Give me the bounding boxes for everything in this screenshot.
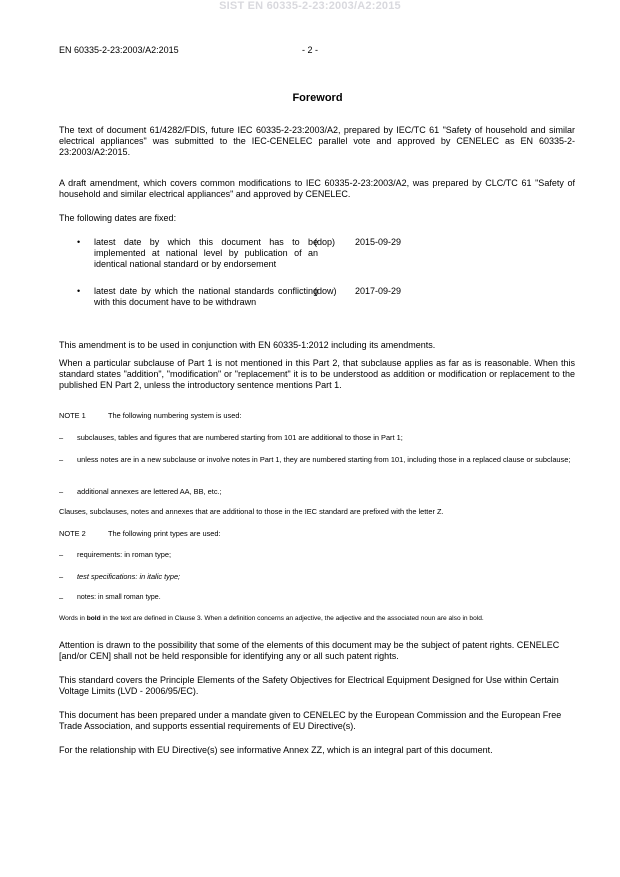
bold-word: bold <box>86 615 101 622</box>
paragraph-annex-zz: For the relationship with EU Directive(s) see informative Annex ZZ, which is an integral part of this document. <box>59 745 493 755</box>
paragraph-fdis: The text of document 61/4282/FDIS, future IEC 60335-2-23:2003/A2, prepared by IEC/TC 61 "Safety of household and similar electrical appliances" was submitted to the IEC-CENELEC parallel vote and approved by CENELEC as EN 60335-2-23:2003/A2:2015. <box>59 125 575 157</box>
list-item <box>59 433 575 443</box>
list-item-text: additional annexes are lettered AA, BB, etc.; <box>77 487 222 496</box>
dash-marker: – <box>59 487 64 496</box>
page-title: Foreword <box>292 92 343 104</box>
date-row-code: (dop) <box>314 237 336 247</box>
watermark: SIST EN 60335-2-23:2003/A2:2015 <box>219 0 401 12</box>
list-item <box>59 487 575 497</box>
paragraph-patent-rights: Attention is drawn to the possibility that some of the elements of this document may be the subject of patent rights. CENELEC [and/or CEN] shall not be held responsible for identifying any or all such patent rights. <box>59 640 560 661</box>
dash-marker: – <box>59 550 64 559</box>
list-item-text: subclauses, tables and figures that are numbered starting from 101 are additional to those in Part 1; <box>77 433 403 442</box>
bullet-icon: • <box>77 286 81 296</box>
list-item-text: unless notes are in a new subclause or involve notes in Part 1, they are numbered starting from 101, including those in a replaced clause or subclause; <box>77 455 571 464</box>
paragraph-bold-definitions: Words in bold in the text are defined in Clause 3. When a definition concerns an adjective, the adjective and the associated noun are also in bold. <box>59 615 484 622</box>
paragraph-conjunction: This amendment is to be used in conjunction with EN 60335-1:2012 including its amendments. <box>59 340 436 350</box>
list-item <box>59 572 575 582</box>
dash-marker: – <box>59 593 64 602</box>
date-row-value: 2017-09-29 <box>355 286 402 296</box>
paragraph-subclause-rules: When a particular subclause of Part 1 is not mentioned in this Part 2, that subclause applies as far as is reasonable. When this standard states "addition", "modification" or "replacement" it is to be understood as addition or modification or replacement to the published EN Part 2, unless the introductory sentence mentions Part 1. <box>59 358 575 390</box>
list-item <box>59 550 575 560</box>
note-text: The following print types are used: <box>108 529 221 538</box>
list-item <box>59 593 575 603</box>
list-item-text: test specifications: in italic type; <box>77 572 181 581</box>
date-row-text: latest date by which this document has to be implemented at national level by publication of an identical national standard or by endorsement <box>94 237 318 269</box>
paragraph-letter-z: Clauses, subclauses, notes and annexes that are additional to those in the IEC standard are prefixed with the letter Z. <box>59 507 444 516</box>
list-item <box>59 455 575 465</box>
note-label: NOTE 2 <box>59 529 86 538</box>
paragraph-dates-intro: The following dates are fixed: <box>59 213 177 223</box>
note-label: NOTE 1 <box>59 411 86 420</box>
header-page-number: - 2 - <box>302 45 319 55</box>
header-doc-ref: EN 60335-2-23:2003/A2:2015 <box>59 45 179 55</box>
date-row-value: 2015-09-29 <box>355 237 402 247</box>
bullet-icon: • <box>77 237 81 247</box>
date-row-code: (dow) <box>314 286 337 296</box>
paragraph-draft-amendment: A draft amendment, which covers common modifications to IEC 60335-2-23:2003/A2, was prepared by CLC/TC 61 "Safety of household and similar electrical appliances" and approved by CENELEC. <box>59 178 575 199</box>
note-1 <box>59 411 242 421</box>
list-item-text: notes: in small roman type. <box>77 594 161 601</box>
date-row-text: latest date by which the national standards conflicting with this document have to be withdrawn <box>94 286 318 307</box>
dash-marker: – <box>59 433 64 442</box>
paragraph-lvd: This standard covers the Principle Elements of the Safety Objectives for Electrical Equipment Designed for Use within Certain Voltage Limits (LVD - 2006/95/EC). <box>59 675 559 696</box>
dash-marker: – <box>59 572 64 581</box>
dash-marker: – <box>59 455 64 464</box>
list-item-text: requirements: in roman type; <box>77 550 172 559</box>
note-2 <box>59 529 221 539</box>
note-text: The following numbering system is used: <box>108 411 242 420</box>
paragraph-mandate: This document has been prepared under a mandate given to CENELEC by the European Commission and the European Free Trade Association, and supports essential requirements of EU Directive(s). <box>59 710 562 731</box>
